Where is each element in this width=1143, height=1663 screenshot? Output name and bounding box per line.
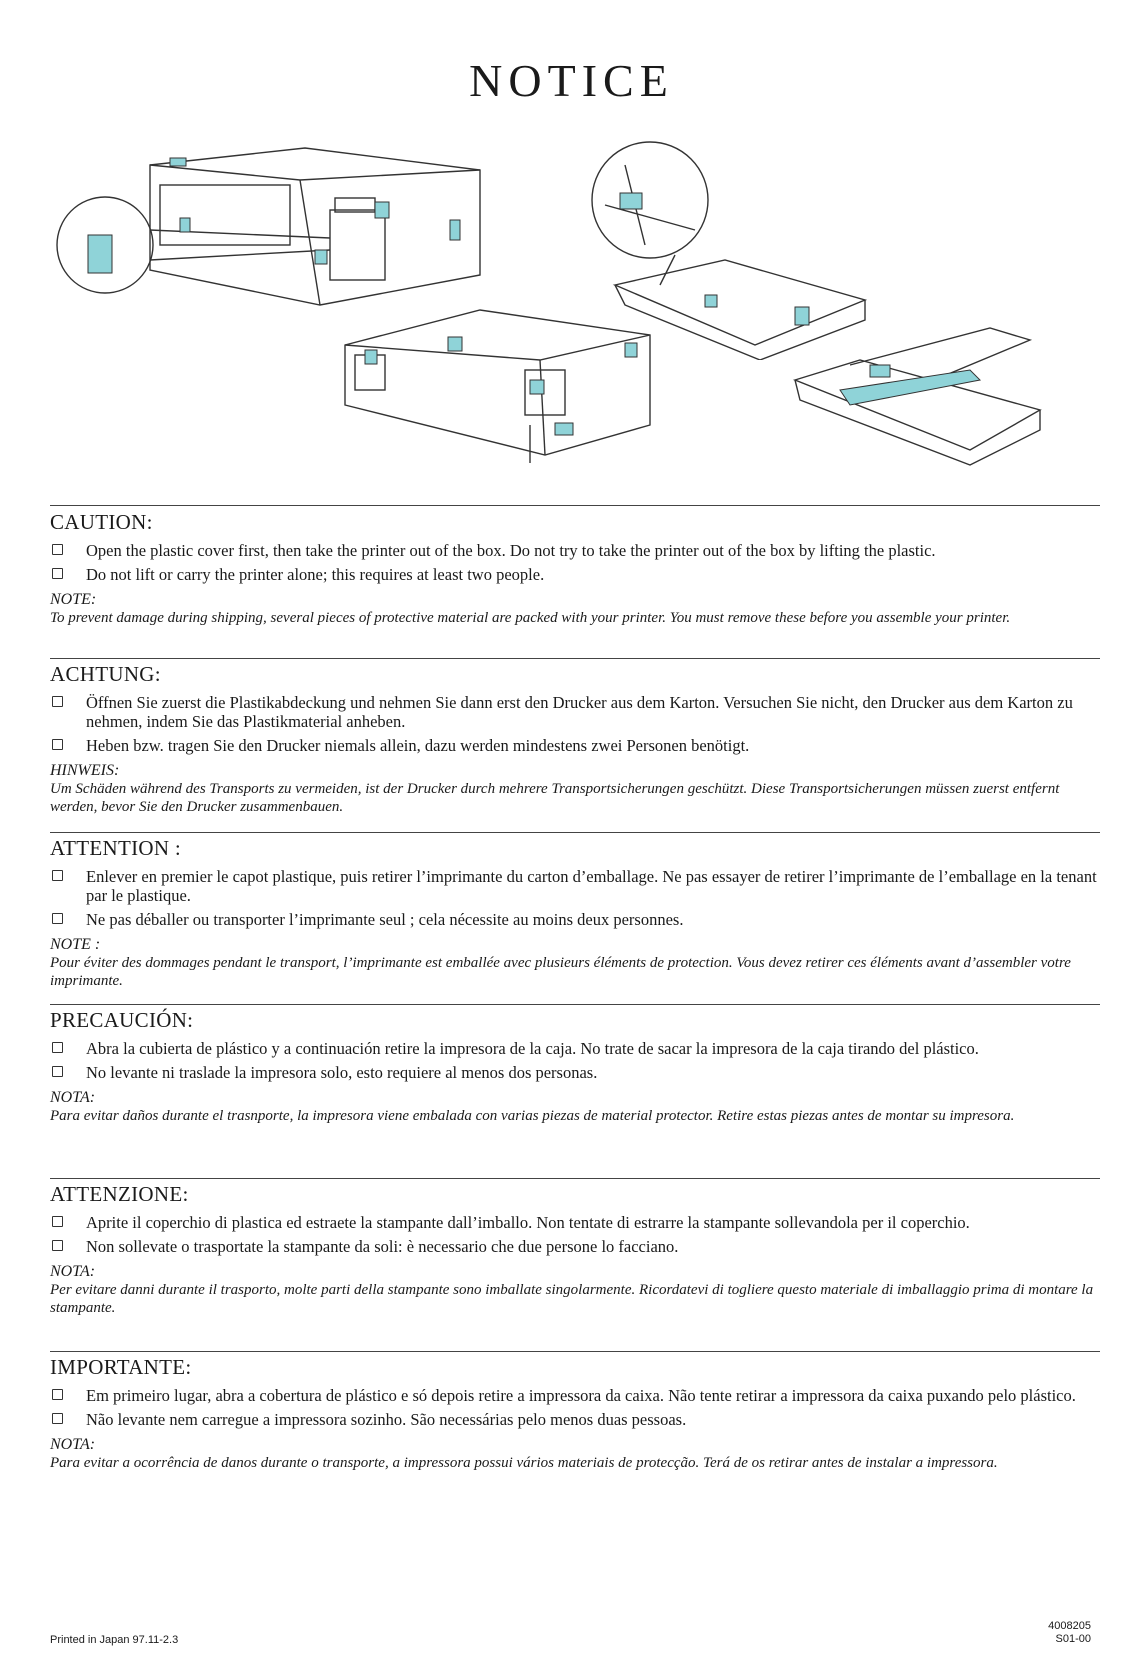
note-label: NOTE: (50, 591, 97, 608)
note-text: To prevent damage during shipping, several pieces of protective material are packed with your printer. You must remove these before you assemble your printer. (50, 610, 1011, 626)
checkbox-icon (52, 1216, 63, 1227)
note-label: NOTA: (50, 1263, 96, 1280)
page-title: NOTICE (469, 55, 674, 106)
caution-section-fr (50, 836, 1100, 990)
divider (50, 1178, 1100, 1179)
checkbox-icon (52, 696, 63, 707)
printer-front-illustration (50, 140, 510, 325)
checkbox-icon (52, 1240, 63, 1251)
bullet-item: No levante ni traslade la impresora solo, esto requiere al menos dos personas. (50, 1063, 1100, 1082)
bullet-item: Não levante nem carregue a impressora sozinho. São necessárias pelo menos duas pessoas. (50, 1410, 1100, 1429)
bullet-item: Open the plastic cover first, then take the printer out of the box. Do not try to take the printer out of the box by lifting the plastic. (50, 541, 1100, 560)
divider (50, 505, 1100, 506)
checkbox-icon (52, 913, 63, 924)
caution-section-it (50, 1182, 1100, 1317)
note-text: Para evitar daños durante el trasnporte, la impresora viene embalada con varias piezas de material protector. Retire estas piezas antes de montar su impresora. (50, 1108, 1015, 1124)
checkbox-icon (52, 1413, 63, 1424)
document-code (1048, 1620, 1091, 1646)
bullet-item: Em primeiro lugar, abra a cobertura de plástico e só depois retire a impressora da caixa. Não tente retirar a impressora da caixa puxando pelo plástico. (50, 1386, 1100, 1405)
document-code-revision: S01-00 (1055, 1633, 1091, 1645)
section-heading: ACHTUNG: (50, 662, 161, 686)
checkbox-icon (52, 544, 63, 555)
checkbox-icon (52, 739, 63, 750)
divider (50, 658, 1100, 659)
document-code-number: 4008205 (1048, 1620, 1091, 1632)
checkbox-icon (52, 1066, 63, 1077)
caution-section-de (50, 662, 1100, 816)
caution-section-es (50, 1008, 1100, 1125)
bullet-item: Aprite il coperchio di plastica ed estraete la stampante dall’imballo. Non tentate di estrarre la stampante sollevandola per il coperchio. (50, 1213, 1100, 1232)
note-label: NOTA: (50, 1089, 96, 1106)
bullet-item: Non sollevate o trasportate la stampante da soli: è necessario che due persone lo facciano. (50, 1237, 1100, 1256)
note-text: Per evitare danni durante il trasporto, molte parti della stampante sono imballate singolarmente. Ricordatevi di togliere questo materiale di imballaggio prima di montare la stampante. (50, 1282, 1094, 1316)
divider (50, 832, 1100, 833)
checkbox-icon (52, 1042, 63, 1053)
note-label: NOTE : (50, 936, 101, 953)
checkbox-icon (52, 568, 63, 579)
open-tray-illustration (790, 320, 1050, 470)
divider (50, 1351, 1100, 1352)
divider (50, 1004, 1100, 1005)
note-text: Um Schäden während des Transports zu vermeiden, ist der Drucker durch mehrere Transportsicherungen geschützt. Diese Transportsicherungen müssen zuerst entfernt werden, bevor Sie den Drucker zusammenbauen. (50, 781, 1060, 815)
bullet-item: Enlever en premier le capot plastique, puis retirer l’imprimante du carton d’emballage. Ne pas essayer de retirer l’imprimante de l’emballage en la tenant par le plastique. (50, 867, 1100, 905)
section-heading: IMPORTANTE: (50, 1355, 192, 1379)
note-label: HINWEIS: (50, 762, 120, 779)
bullet-item: Öffnen Sie zuerst die Plastikabdeckung und nehmen Sie dann erst den Drucker aus dem Karton. Versuchen Sie nicht, den Drucker aus dem Karton zu nehmen, indem Sie das Plastikmaterial anheben. (50, 693, 1100, 731)
note-text: Pour éviter des dommages pendant le transport, l’imprimante est emballée avec plusieurs éléments de protection. Vous devez retirer ces éléments avant d’assembler votre imprimante. (50, 955, 1071, 989)
bullet-item: Abra la cubierta de plástico y a continuación retire la impresora de la caja. No trate de sacar la impresora de la caja tirando del plástico. (50, 1039, 1100, 1058)
caution-section-en (50, 510, 1100, 627)
checkbox-icon (52, 1389, 63, 1400)
note-label: NOTA: (50, 1436, 96, 1453)
bullet-item: Heben bzw. tragen Sie den Drucker niemals allein, dazu werden mindestens zwei Personen benötigt. (50, 736, 1100, 755)
checkbox-icon (52, 870, 63, 881)
section-heading: ATTENZIONE: (50, 1182, 189, 1206)
print-info: Printed in Japan 97.11-2.3 (50, 1634, 179, 1646)
bullet-item: Ne pas déballer ou transporter l’imprimante seul ; cela nécessite au moins deux personnes. (50, 910, 1100, 929)
section-heading: PRECAUCIÓN: (50, 1008, 194, 1032)
caution-section-pt (50, 1355, 1100, 1472)
note-text: Para evitar a ocorrência de danos durante o transporte, a impressora possui vários materiais de protecção. Terá de os retirar antes de instalar a impressora. (50, 1455, 998, 1471)
section-heading: CAUTION: (50, 510, 153, 534)
section-heading: ATTENTION : (50, 836, 182, 860)
bullet-item: Do not lift or carry the printer alone; this requires at least two people. (50, 565, 1100, 584)
